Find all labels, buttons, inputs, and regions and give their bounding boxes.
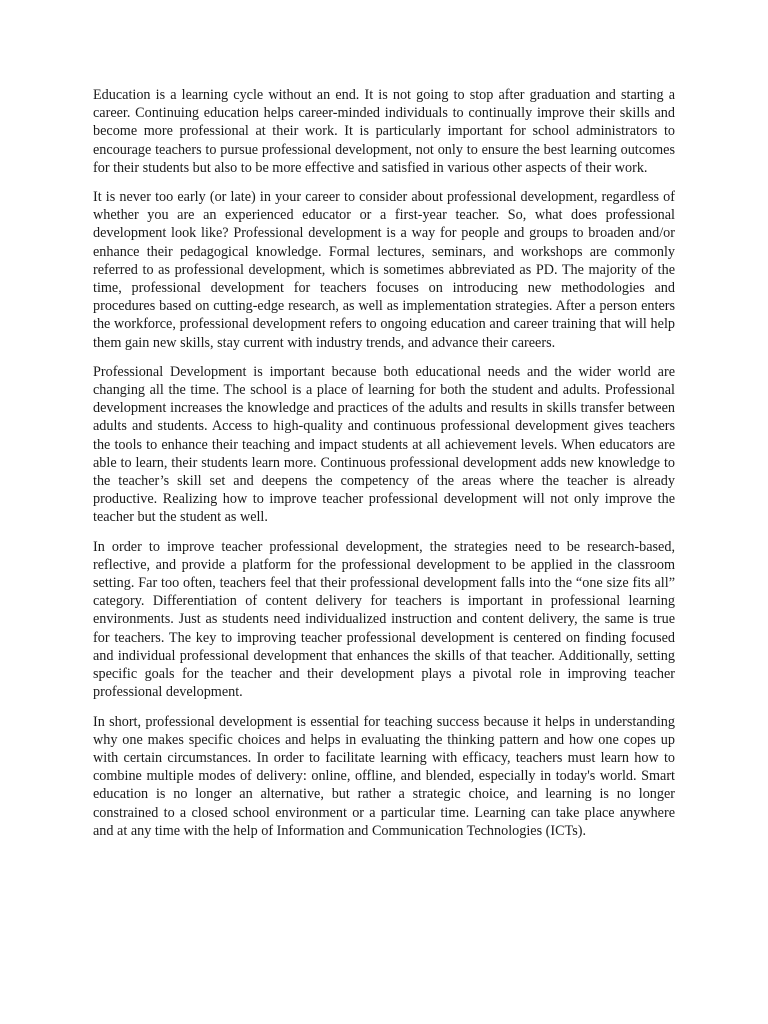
paragraph-1: Education is a learning cycle without an end. It is not going to stop after graduation and starting a career. Continuing education helps career-minded individuals to continually improve their skills and become more professional at their work. It is particularly important for school administrators to encourage teachers to pursue professional development, not only to ensure the best learning outcomes for their students but also to be more effective and satisfied in various other aspects of their work. <box>93 87 675 176</box>
document-page <box>93 86 675 851</box>
paragraph-4: In order to improve teacher professional development, the strategies need to be research-based, reflective, and provide a platform for the professional development to be applied in the classroom setting. Far too often, teachers feel that their professional development falls into the “one size fits all” category. Differentiation of content delivery for teachers is important in professional learning environments. Just as students need individualized instruction and content delivery, the same is true for teachers. The key to improving teacher professional development is centered on finding focused and individual professional development that enhances the skills of that teacher. Additionally, setting specific goals for the teacher and their development plays a pivotal role in improving teacher professional development. <box>93 538 675 701</box>
paragraph-5: In short, professional development is essential for teaching success because it helps in understanding why one makes specific choices and helps in evaluating the thinking pattern and how one copes up with certain circumstances. In order to facilitate learning with efficacy, teachers must learn how to combine multiple modes of delivery: online, offline, and blended, especially in today's world. Smart education is no longer an alternative, but rather a strategic choice, and learning is no longer constrained to a closed school environment or a particular time. Learning can take place anywhere and at any time with the help of Information and Communication Technologies (ICTs). <box>93 713 675 839</box>
paragraph-2: It is never too early (or late) in your career to consider about professional development, regardless of whether you are an experienced educator or a first-year teacher. So, what does professional development look like? Professional development is a way for people and groups to broaden and/or enhance their pedagogical knowledge. Formal lectures, seminars, and workshops are commonly referred to as professional development, which is sometimes abbreviated as PD. The majority of the time, professional development for teachers focuses on introducing new methodologies and procedures based on cutting-edge research, as well as implementation strategies. After a person enters the workforce, professional development refers to ongoing education and career training that will help them gain new skills, stay current with industry trends, and advance their careers. <box>93 189 675 351</box>
paragraph-3: Professional Development is important because both educational needs and the wider world are changing all the time. The school is a place of learning for both the student and adults. Professional development increases the knowledge and practices of the adults and results in skills transfer between adults and students. Access to high-quality and continuous professional development gives teachers the tools to enhance their teaching and impact students at all achievement levels. When educators are able to learn, their students learn more. Continuous professional development adds new knowledge to the teacher’s skill set and deepens the competency of the areas where the teacher is already productive. Realizing how to improve teacher professional development will not only improve the teacher but the student as well. <box>93 363 675 526</box>
